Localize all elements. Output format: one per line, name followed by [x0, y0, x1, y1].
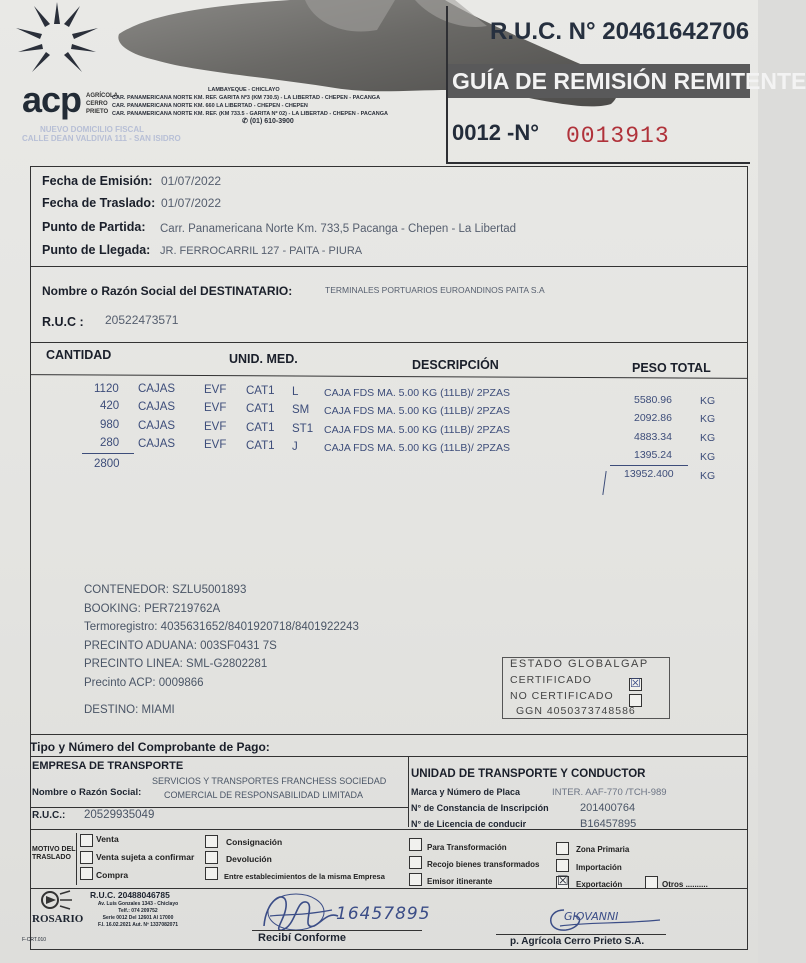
globalgap-ggn: GGN 4050373748586	[516, 705, 636, 717]
departure-label: Punto de Partida:	[42, 220, 146, 234]
row-c2: CAT1	[246, 440, 275, 452]
transport-name-value: SERVICIOS Y TRANSPORTES FRANCHESS SOCIEDAD COMERCIAL DE RESPONSABILIDAD LIMITADA	[152, 776, 387, 800]
motivo-venta-sujeta-label: Venta sujeta a confirmar	[96, 852, 195, 862]
col-unit-header: UNID. MED.	[229, 352, 298, 366]
note-termoregistro: Termoregistro: 4035631652/8401920718/8401922243	[84, 621, 359, 633]
license-value: B16457895	[580, 818, 637, 830]
row-weight: 5580.96	[634, 394, 672, 406]
row-unit: CAJAS	[138, 401, 176, 413]
row-qty: 1120	[94, 383, 119, 395]
globalgap-not-certified: NO CERTIFICADO	[510, 690, 614, 702]
constancia-value: 201400764	[580, 802, 636, 814]
note-precinto-acp: Precinto ACP: 0009866	[84, 676, 204, 689]
checkmark-icon: ☒	[557, 873, 569, 888]
row-weight-unit: KG	[700, 432, 716, 444]
motivo-emisor-label: Emisor itinerante	[427, 877, 493, 886]
row-c3: L	[292, 386, 299, 398]
row-weight: 2092.86	[634, 412, 672, 424]
motivo-compra-checkbox[interactable]	[80, 867, 93, 880]
motivo-exportacion-label: Exportación	[576, 880, 623, 889]
divider	[30, 888, 747, 889]
motivo-zona-primaria-checkbox[interactable]	[556, 842, 569, 855]
printer-name: ROSARIO	[32, 913, 84, 925]
license-label: N° de Licencia de conducir	[411, 819, 527, 829]
divider	[408, 757, 409, 827]
col-weight-header: PESO TOTAL	[632, 361, 711, 375]
row-desc: CAJA FDS MA. 5.00 KG (11LB)/ 2PZAS	[324, 405, 510, 417]
total-qty: 2800	[94, 458, 120, 470]
transfer-label: Fecha de Traslado:	[42, 196, 156, 210]
notes-block	[84, 581, 359, 692]
series: 0012 -N°	[452, 120, 540, 145]
arrival-label: Punto de Llegada:	[42, 243, 151, 257]
emission-label: Fecha de Emisión:	[42, 174, 153, 188]
unit-label: UNIDAD DE TRANSPORTE Y CONDUCTOR	[411, 768, 646, 780]
signature-line-left	[252, 930, 422, 931]
divider	[30, 342, 747, 343]
motivo-consignacion-label: Consignación	[226, 837, 283, 847]
divider	[76, 833, 77, 885]
received-label: Recibí Conforme	[258, 932, 347, 944]
motivo-consignacion-checkbox[interactable]	[205, 835, 218, 848]
printer-logo-icon	[36, 888, 76, 912]
motivo-zona-primaria-label: Zona Primaria	[576, 845, 630, 854]
row-c2: CAT1	[246, 385, 275, 397]
row-c2: CAT1	[246, 403, 275, 415]
motivo-recojo-checkbox[interactable]	[409, 856, 422, 869]
row-weight-unit: KG	[700, 451, 716, 463]
total-weight-unit: KG	[700, 470, 716, 482]
motivo-venta-checkbox[interactable]	[80, 834, 93, 847]
transport-section-label: EMPRESA DE TRANSPORTE	[32, 760, 184, 772]
transport-ruc-label: R.U.C.:	[32, 810, 66, 821]
company-phone: ✆ (01) 610-3900	[242, 118, 294, 125]
motivo-venta-label: Venta	[96, 834, 119, 844]
row-qty: 980	[100, 419, 120, 431]
company-logo-text: acp	[22, 79, 82, 120]
note-destino: DESTINO: MIAMI	[84, 704, 175, 716]
motivo-transformacion-label: Para Transformación	[427, 843, 507, 852]
row-c3: J	[292, 441, 298, 453]
printer-details: Av. Luis Gonzales 1343 - Chiclayo Telf.: 074 209752 Serie 0012 Del 12601 Al 17000 F.I. 16.02.2021 Aut. Nº 1337082071	[97, 901, 179, 928]
printer-ruc: R.U.C. 20488046785	[90, 890, 170, 900]
divider	[30, 756, 747, 757]
row-qty: 420	[100, 400, 120, 412]
recipient-label: Nombre o Razón Social del DESTINATARIO:	[42, 284, 293, 298]
emission-value: 01/07/2022	[161, 174, 222, 188]
doc-type: GUÍA DE REMISIÓN REMITENTE	[452, 68, 806, 94]
row-weight: 1395.24	[634, 449, 672, 461]
company-sign-label: p. Agrícola Cerro Prieto S.A.	[510, 936, 645, 947]
note-booking: BOOKING: PER7219762A	[84, 602, 221, 615]
motivo-entre-establecimientos-label: Entre establecimientos de la misma Empresa	[224, 872, 385, 881]
recipient-ruc-value: 20522473571	[105, 313, 179, 327]
row-c3: ST1	[292, 423, 314, 435]
weight-sum-rule	[610, 465, 688, 466]
motivo-transformacion-checkbox[interactable]	[409, 838, 422, 851]
plate-value: INTER. AAF-770 /TCH-989	[552, 787, 667, 798]
motivo-importacion-label: Importación	[576, 863, 622, 872]
divider	[30, 807, 408, 808]
row-c1: EVF	[204, 402, 227, 414]
col-desc-header: DESCRIPCIÓN	[412, 358, 499, 372]
signature-right-text: GIOVANNI	[564, 910, 619, 923]
departure-value: Carr. Panamericana Norte Km. 733,5 Pacanga - Chepen - La Libertad	[160, 223, 517, 235]
recipient-value: TERMINALES PORTUARIOS EUROANDINOS PAITA S.A	[325, 285, 545, 295]
qty-sum-rule	[82, 453, 134, 454]
col-qty-header: CANTIDAD	[46, 348, 112, 362]
motivo-recojo-label: Recojo bienes transformados	[427, 860, 540, 869]
company-logo-subtext: AGRÍCOLA CERRO PRIETO	[86, 93, 118, 115]
row-c2: CAT1	[246, 422, 275, 434]
form-code: F-CRT.010	[22, 937, 47, 943]
row-weight-unit: KG	[700, 395, 716, 407]
ruc-line: R.U.C. N° 20461642706	[490, 18, 750, 45]
motivo-devolucion-label: Devolución	[226, 854, 272, 864]
motivo-entre-establecimientos-checkbox[interactable]	[205, 867, 218, 880]
row-unit: CAJAS	[138, 420, 176, 432]
document-number: 0013913	[566, 123, 670, 149]
divider	[30, 829, 747, 830]
constancia-label: N° de Constancia de Inscripción	[411, 803, 549, 813]
motivo-otros-label: Otros ..........	[662, 880, 708, 889]
row-unit: CAJAS	[138, 438, 176, 450]
motivo-label: MOTIVO DEL TRASLADO	[32, 846, 76, 861]
globalgap-certified: CERTIFICADO	[510, 674, 592, 686]
globalgap-title: ESTADO GLOBALGAP	[510, 658, 649, 670]
motivo-compra-label: Compra	[96, 870, 129, 880]
row-unit: CAJAS	[138, 383, 176, 395]
motivo-emisor-checkbox[interactable]	[409, 873, 422, 886]
signature-note: 16457895	[336, 904, 431, 924]
motivo-devolucion-checkbox[interactable]	[205, 851, 218, 864]
row-qty: 280	[100, 437, 120, 449]
divider	[30, 266, 747, 267]
phone-icon: ✆	[242, 118, 248, 125]
transport-name-label: Nombre o Razón Social:	[32, 787, 142, 798]
faded-address: NUEVO DOMICILIO FISCAL CALLE DEAN VALDIVIA 111 - SAN ISIDRO	[22, 125, 181, 143]
row-c1: EVF	[204, 439, 227, 451]
plate-label: Marca y Número de Placa	[411, 787, 521, 797]
payment-label: Tipo y Número del Comprobante de Pago:	[30, 740, 270, 754]
transfer-value: 01/07/2022	[161, 196, 222, 210]
note-precinto-aduana: PRECINTO ADUANA: 003SF0431 7S	[84, 639, 277, 652]
row-weight: 4883.34	[634, 431, 672, 443]
motivo-importacion-checkbox[interactable]	[556, 859, 569, 872]
row-weight-unit: KG	[700, 413, 716, 425]
company-addresses: LAMBAYEQUE - CHICLAYO CAR. PANAMERICANA NORTE KM. REF. GARITA Nº3 (KM 730.5) - LA LIBERTAD - CHEPEN - PACANGA CAR. PANAMERICANA NORTE KM. 660 LA LIBERTAD - CHEPEN - CHEPEN CAR. PANAMERICANA NORTE KM. REF. (KM 733.5 - GARITA Nº 02) - LA LIBERTAD - CHEPEN - PACANGA ✆ (01) 610-3900	[112, 86, 432, 126]
transport-ruc-value: 20529935049	[84, 809, 155, 821]
arrival-value: JR. FERROCARRIL 127 - PAITA - PIURA	[160, 245, 363, 257]
signature-line-right	[496, 934, 666, 935]
motivo-venta-sujeta-checkbox[interactable]	[80, 851, 93, 864]
row-c1: EVF	[204, 384, 227, 396]
total-weight: 13952.400	[624, 468, 674, 480]
recipient-ruc-label: R.U.C :	[42, 315, 84, 329]
row-c1: EVF	[204, 421, 227, 433]
row-c3: SM	[292, 404, 310, 416]
note-container: CONTENEDOR: SZLU5001893	[84, 584, 247, 596]
row-desc: CAJA FDS MA. 5.00 KG (11LB)/ 2PZAS	[324, 387, 510, 399]
checkmark-icon: ☒	[630, 676, 641, 690]
row-desc: CAJA FDS MA. 5.00 KG (11LB)/ 2PZAS	[324, 442, 510, 454]
note-precinto-linea: PRECINTO LINEA: SML-G2802281	[84, 658, 268, 670]
divider	[30, 734, 747, 735]
row-desc: CAJA FDS MA. 5.00 KG (11LB)/ 2PZAS	[324, 424, 510, 436]
sun-logo-icon	[14, 0, 100, 80]
